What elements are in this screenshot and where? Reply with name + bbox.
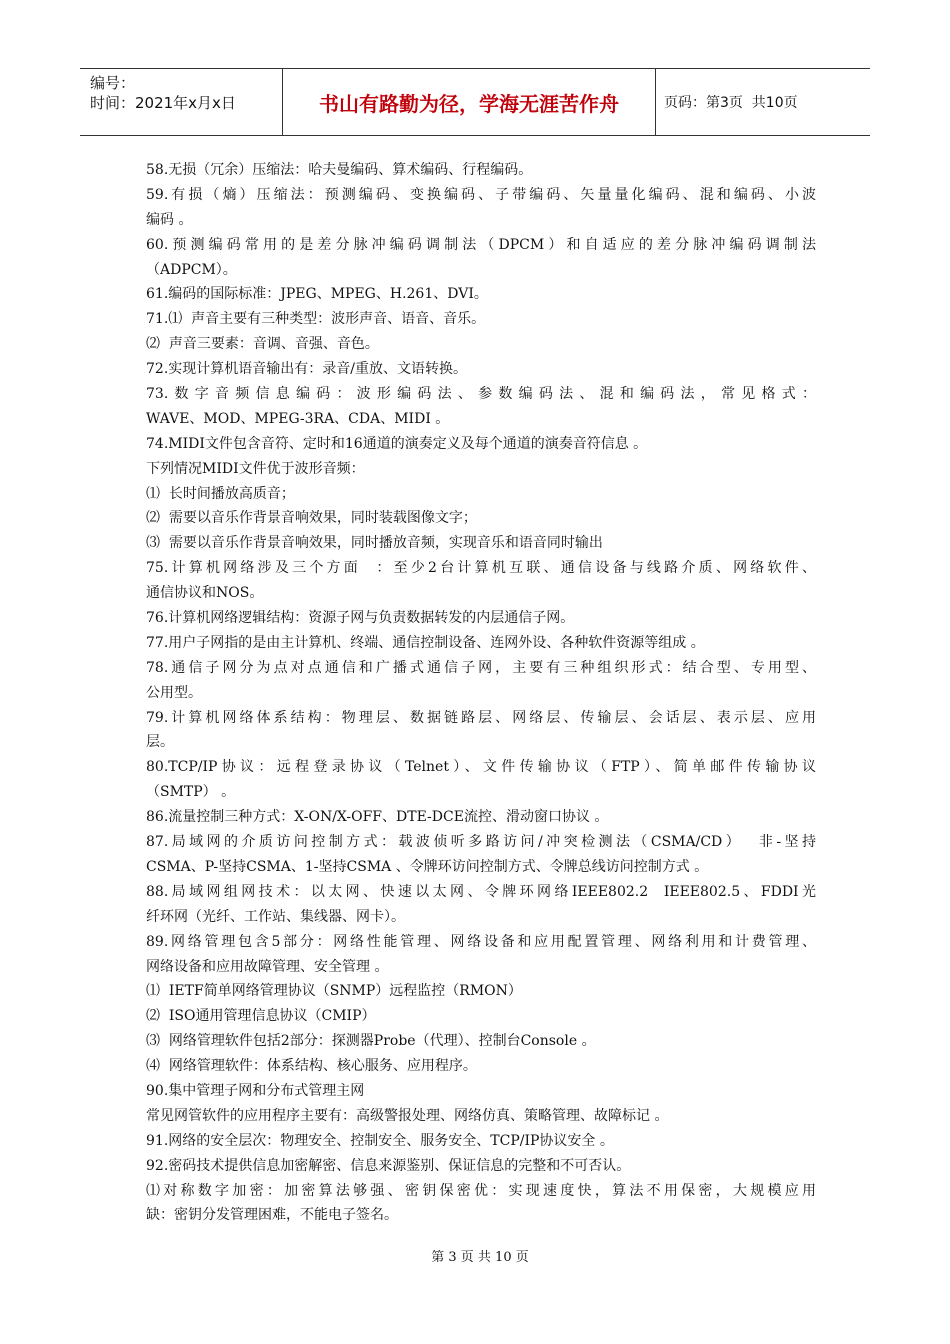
header-page-info <box>656 69 870 135</box>
header-page-label: 页码：第3页 共10页 <box>664 95 798 111</box>
text-line: 常见网管软件的应用程序主要有：高级警报处理、网络仿真、策略管理、故障标记 。 <box>146 1107 669 1124</box>
header-meta <box>80 69 283 135</box>
text-line: 73.数字音频信息编码：波形编码法、参数编码法、混和编码法，常见格式： <box>146 386 816 403</box>
text-line: ⑴ IETF简单网络管理协议（SNMP）远程监控（RMON） <box>146 983 522 1000</box>
text-line: 89.网络管理包含5部分：网络性能管理、网络设备和应用配置管理、网络利用和计费管理、 <box>146 933 816 950</box>
text-line: 79.计算机网络体系结构：物理层、数据链路层、网络层、传输层、会话层、表示层、应用 <box>146 709 816 726</box>
text-line: 61.编码的国际标准：JPEG、MPEG、H.261、DVI。 <box>146 286 488 303</box>
text-line: 76.计算机网络逻辑结构：资源子网与负责数据转发的内层通信子网。 <box>146 610 575 627</box>
text-line: 层。 <box>146 734 174 751</box>
text-line: 75.计算机网络涉及三个方面 ：至少2台计算机互联、通信设备与线路介质、网络软件、 <box>146 560 816 577</box>
page-header <box>80 68 870 136</box>
text-line: 纤环网（光纤、工作站、集线器、网卡）。 <box>146 908 405 925</box>
text-line: WAVE、MOD、MPEG-3RA、CDA、MIDI 。 <box>146 410 450 427</box>
document-body <box>146 158 816 1228</box>
document-number-label: 编号： <box>90 74 136 92</box>
text-line: ⑴对称数字加密：加密算法够强、密钥保密优：实现速度快，算法不用保密，大规模应用 <box>146 1182 816 1199</box>
text-line: （SMTP） 。 <box>146 784 236 801</box>
text-line: 87.局域网的介质访问控制方式：载波侦听多路访问/冲突检测法（CSMA/CD） 非-坚持 <box>146 834 816 851</box>
text-line: 91.网络的安全层次：物理安全、控制安全、服务安全、TCP/IP协议安全 。 <box>146 1132 614 1149</box>
text-line: ⑷ 网络管理软件：体系结构、核心服务、应用程序。 <box>146 1058 477 1075</box>
text-line: 公用型。 <box>146 684 202 701</box>
text-line: 80.TCP/IP协议：远程登录协议（Telnet）、文件传输协议（FTP）、简单邮件传输协议 <box>146 759 816 776</box>
text-line: ⑵ 需要以音乐作背景音响效果，同时装载图像文字； <box>146 510 477 527</box>
text-line: 58.无损（冗余）压缩法：哈夫曼编码、算术编码、行程编码。 <box>146 162 533 178</box>
text-line: （ADPCM）。 <box>146 261 237 278</box>
text-line: 60.预测编码常用的是差分脉冲编码调制法（DPCM）和自适应的差分脉冲编码调制法 <box>146 236 816 253</box>
document-date-label: 时间：2021年x月x日 <box>90 94 236 112</box>
text-line: ⑵ ISO通用管理信息协议（CMIP） <box>146 1008 376 1025</box>
text-line: ⑶ 网络管理软件包括2部分：探测器Probe（代理）、控制台Console 。 <box>146 1033 596 1050</box>
text-line: 网络设备和应用故障管理、安全管理 。 <box>146 958 389 975</box>
text-line: 72.实现计算机语音输出有：录音/重放、文语转换。 <box>146 361 467 378</box>
text-line: 通信协议和NOS。 <box>146 585 264 602</box>
text-line: 90.集中管理子网和分布式管理主网 <box>146 1082 365 1099</box>
text-line: ⑶ 需要以音乐作背景音响效果，同时播放音频，实现音乐和语音同时输出 <box>146 535 603 552</box>
text-line: CSMA、P-坚持CSMA、1-坚持CSMA 、令牌环访问控制方式、令牌总线访问控制方式 。 <box>146 858 709 875</box>
text-line: 编码 。 <box>146 211 193 228</box>
header-motto: 书山有路勤为径，学海无涯苦作舟 <box>283 69 656 135</box>
page-footer: 第 3 页 共 10 页 <box>431 1250 529 1265</box>
text-line: 78.通信子网分为点对点通信和广播式通信子网，主要有三种组织形式：结合型、专用型、 <box>146 659 816 676</box>
text-line: 59.有损（熵）压缩法：预测编码、变换编码、子带编码、矢量量化编码、混和编码、小波 <box>146 186 816 203</box>
text-line: 71.⑴ 声音主要有三种类型：波形声音、语音、音乐。 <box>146 311 486 328</box>
text-line: 77.用户子网指的是由主计算机、终端、通信控制设备、连网外设、各种软件资源等组成 。 <box>146 634 705 651</box>
text-line: 缺：密钥分发管理困难，不能电子签名。 <box>146 1207 398 1224</box>
text-line: 86.流量控制三种方式：X-ON/X-OFF、DTE-DCE流控、滑动窗口协议 。 <box>146 809 609 826</box>
text-line: ⑵ 声音三要素：音调、音强、音色。 <box>146 336 379 353</box>
text-line: ⑴ 长时间播放高质音； <box>146 485 295 502</box>
text-line: 下列情况MIDI文件优于波形音频： <box>146 460 365 477</box>
text-line: 74.MIDI文件包含音符、定时和16通道的演奏定义及每个通道的演奏音符信息 。 <box>146 435 648 452</box>
text-line: 88.局域网组网技术：以太网、快速以太网、令牌环网络IEEE802.2 IEEE802.5、FDDI光 <box>146 883 816 900</box>
text-line: 92.密码技术提供信息加密解密、信息来源鉴别、保证信息的完整和不可否认。 <box>146 1157 631 1174</box>
